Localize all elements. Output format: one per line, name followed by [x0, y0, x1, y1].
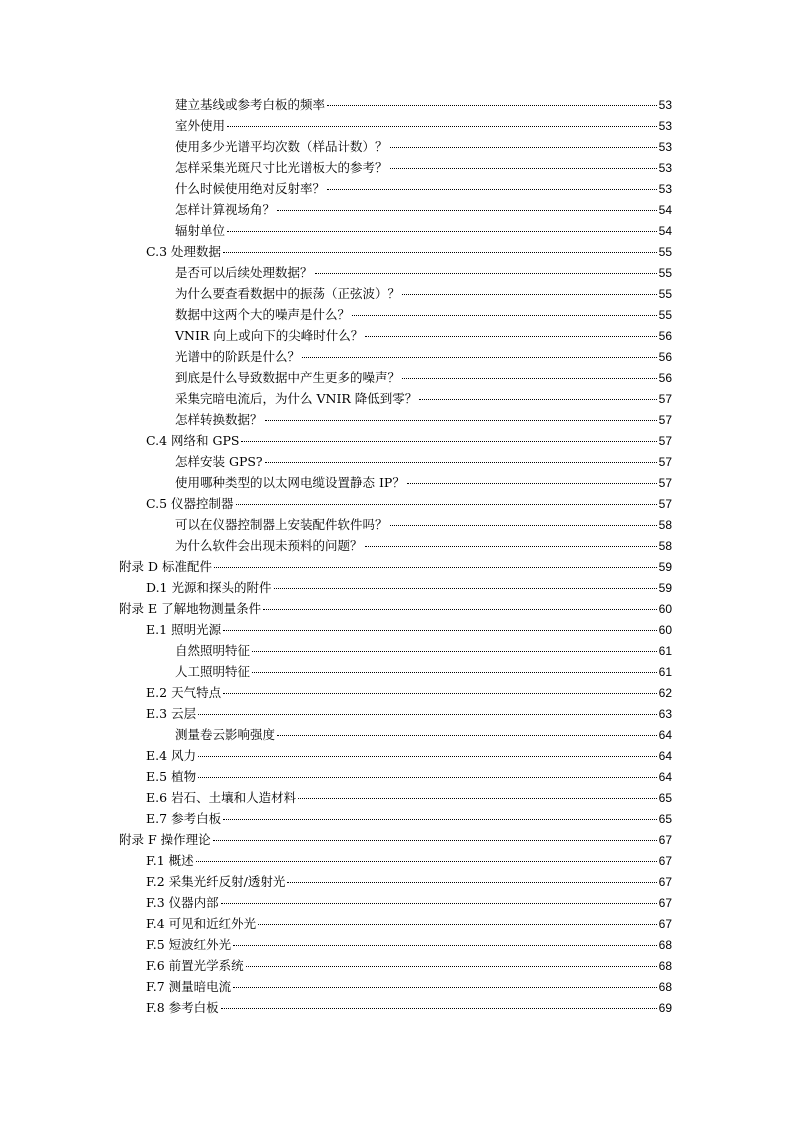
- toc-entry-title: 仪器控制器: [171, 496, 234, 511]
- toc-page-number: 59: [658, 581, 672, 595]
- toc-page-number: 61: [658, 665, 672, 679]
- toc-page-number: 56: [658, 329, 672, 343]
- toc-entry-row: [146, 976, 672, 998]
- toc-appendix-entry[interactable]: [0, 598, 793, 619]
- toc-entry-label: [175, 346, 300, 367]
- toc-page-number: 55: [658, 266, 672, 280]
- toc-entry-row: [146, 619, 672, 641]
- toc-entry-number: E.4: [146, 748, 168, 763]
- toc-page-number: 53: [658, 161, 672, 175]
- toc-dot-leader: [252, 650, 657, 652]
- toc-page-number: 64: [658, 728, 672, 742]
- toc-entry-label: [146, 976, 231, 997]
- toc-dot-leader: [252, 671, 657, 673]
- toc-subsection-entry[interactable]: [0, 325, 793, 346]
- toc-entry-number: F.3: [146, 895, 165, 910]
- toc-entry-label: [146, 241, 221, 262]
- toc-page-number: 69: [658, 1001, 672, 1015]
- toc-entry-label: [146, 913, 256, 934]
- toc-entry-title: 光源和探头的附件: [171, 580, 272, 595]
- toc-entry-title: 参考白板: [168, 1000, 219, 1015]
- toc-dot-leader: [298, 797, 657, 799]
- toc-dot-leader: [223, 629, 657, 631]
- toc-page-number: 63: [658, 707, 672, 721]
- toc-page-number: 67: [658, 875, 672, 889]
- toc-section-entry[interactable]: [0, 493, 793, 514]
- toc-page-number: 57: [658, 392, 672, 406]
- toc-entry-title: 仪器内部: [168, 895, 219, 910]
- toc-page-number: 60: [658, 623, 672, 637]
- toc-dot-leader: [407, 482, 657, 484]
- toc-subsection-entry[interactable]: [0, 262, 793, 283]
- toc-page-number: 65: [658, 812, 672, 826]
- toc-entry-label: [175, 472, 405, 493]
- toc-entry-number: F.4: [146, 916, 165, 931]
- toc-dot-leader: [315, 272, 657, 274]
- toc-section-entry[interactable]: [0, 682, 793, 703]
- toc-entry-label: [175, 514, 388, 535]
- toc-page-number: 68: [658, 938, 672, 952]
- toc-dot-leader: [327, 188, 657, 190]
- toc-entry-row: [175, 367, 672, 389]
- toc-entry-label: [146, 493, 234, 514]
- toc-entry-label: [175, 661, 250, 682]
- toc-entry-label: [146, 850, 194, 871]
- toc-entry-row: [175, 157, 672, 179]
- toc-entry-number: C.5: [146, 496, 168, 511]
- toc-page-number: 56: [658, 371, 672, 385]
- toc-subsection-entry[interactable]: [0, 346, 793, 367]
- toc-dot-leader: [419, 398, 656, 400]
- toc-subsection-entry[interactable]: [0, 535, 793, 556]
- toc-entry-label: [146, 808, 221, 829]
- toc-entry-row: [146, 241, 672, 263]
- toc-entry-title: 附录 E 了解地物测量条件: [119, 601, 262, 616]
- toc-entry-row: [175, 283, 672, 305]
- toc-entry-label: [175, 409, 263, 430]
- toc-dot-leader: [365, 335, 656, 337]
- toc-page-number: 67: [658, 833, 672, 847]
- toc-entry-row: [175, 94, 672, 116]
- toc-entry-number: F.6: [146, 958, 165, 973]
- toc-dot-leader: [233, 944, 656, 946]
- toc-entry-row: [146, 871, 672, 893]
- toc-subsection-entry[interactable]: [0, 283, 793, 304]
- toc-dot-leader: [214, 566, 657, 568]
- toc-dot-leader: [352, 314, 657, 316]
- toc-section-entry[interactable]: [0, 430, 793, 451]
- toc-entry-label: [175, 199, 275, 220]
- toc-entry-title: 为什么要查看数据中的振荡（正弦波）？: [175, 286, 401, 301]
- toc-entry-title: VNIR 向上或向下的尖峰时什么？: [175, 328, 364, 343]
- toc-appendix-entry[interactable]: [0, 556, 793, 577]
- toc-entry-title: 数据中这两个大的噪声是什么？: [175, 307, 351, 322]
- toc-page-number: 58: [658, 539, 672, 553]
- toc-entry-row: [119, 829, 672, 851]
- toc-entry-row: [146, 430, 672, 452]
- toc-entry-title: 辐射单位: [175, 223, 226, 238]
- toc-entry-label: [119, 829, 211, 850]
- toc-entry-title: 云层: [171, 706, 197, 721]
- toc-entry-row: [175, 640, 672, 662]
- toc-subsection-entry[interactable]: [0, 115, 793, 136]
- toc-entry-title: 参考白板: [171, 811, 222, 826]
- toc-entry-title: 测量卷云影响强度: [175, 727, 276, 742]
- toc-page-number: 62: [658, 686, 672, 700]
- toc-entry-row: [175, 409, 672, 431]
- toc-dot-leader: [274, 587, 657, 589]
- toc-entry-title: 怎样采集光斑尺寸比光谱板大的参考？: [175, 160, 388, 175]
- toc-entry-title: 风力: [171, 748, 197, 763]
- toc-entry-number: E.5: [146, 769, 168, 784]
- toc-page-number: 65: [658, 791, 672, 805]
- toc-entry-title: 采集光纤反射/透射光: [168, 874, 286, 889]
- toc-entry-label: [175, 724, 275, 745]
- toc-dot-leader: [223, 818, 657, 820]
- toc-entry-label: [146, 997, 219, 1018]
- toc-entry-label: [175, 535, 363, 556]
- toc-entry-title: 是否可以后续处理数据？: [175, 265, 313, 280]
- toc-entry-row: [146, 850, 672, 872]
- toc-entry-label: [175, 283, 400, 304]
- toc-dot-leader: [246, 965, 657, 967]
- toc-entry-number: F.5: [146, 937, 165, 952]
- toc-entry-row: [175, 199, 672, 221]
- toc-entry-label: [146, 955, 244, 976]
- table-of-contents: [0, 94, 793, 1018]
- toc-dot-leader: [213, 839, 657, 841]
- toc-entry-title: 可以在仪器控制器上安装配件软件吗？: [175, 517, 388, 532]
- toc-entry-label: [175, 94, 325, 115]
- toc-section-entry[interactable]: [0, 934, 793, 955]
- toc-section-entry[interactable]: [0, 577, 793, 598]
- toc-entry-row: [175, 115, 672, 137]
- toc-dot-leader: [390, 146, 657, 148]
- toc-entry-title: 照明光源: [171, 622, 222, 637]
- toc-entry-label: [146, 430, 239, 451]
- toc-entry-title: 短波红外光: [168, 937, 232, 952]
- toc-entry-title: 附录 D 标准配件: [119, 559, 212, 574]
- toc-entry-number: F.7: [146, 979, 165, 994]
- toc-page-number: 57: [658, 476, 672, 490]
- toc-entry-row: [175, 724, 672, 746]
- toc-page-number: 57: [658, 497, 672, 511]
- toc-page-number: 54: [658, 203, 672, 217]
- toc-dot-leader: [198, 713, 657, 715]
- toc-section-entry[interactable]: [0, 976, 793, 997]
- toc-entry-row: [175, 472, 672, 494]
- toc-dot-leader: [390, 167, 657, 169]
- toc-section-entry[interactable]: [0, 745, 793, 766]
- toc-entry-label: [175, 115, 225, 136]
- toc-page-number: 67: [658, 896, 672, 910]
- toc-section-entry[interactable]: [0, 892, 793, 913]
- toc-dot-leader: [402, 377, 657, 379]
- toc-entry-title: 怎样计算视场角？: [175, 202, 276, 217]
- toc-dot-leader: [221, 902, 657, 904]
- toc-dot-leader: [227, 230, 657, 232]
- toc-entry-title: 网络和 GPS: [171, 433, 240, 448]
- toc-entry-row: [146, 682, 672, 704]
- toc-section-entry[interactable]: [0, 871, 793, 892]
- toc-dot-leader: [241, 440, 656, 442]
- toc-page-number: 53: [658, 98, 672, 112]
- toc-entry-number: E.6: [146, 790, 168, 805]
- toc-entry-label: [175, 136, 388, 157]
- toc-section-entry[interactable]: [0, 766, 793, 787]
- toc-entry-number: F.2: [146, 874, 165, 889]
- toc-entry-title: 怎样转换数据？: [175, 412, 263, 427]
- toc-entry-title: 怎样安装 GPS?: [175, 454, 263, 469]
- toc-page-number: 67: [658, 917, 672, 931]
- toc-section-entry[interactable]: [0, 241, 793, 262]
- toc-entry-title: 什么时候使用绝对反射率？: [175, 181, 326, 196]
- toc-subsection-entry[interactable]: [0, 220, 793, 241]
- toc-entry-row: [146, 955, 672, 977]
- toc-dot-leader: [265, 461, 657, 463]
- toc-page-number: 64: [658, 749, 672, 763]
- toc-entry-row: [146, 934, 672, 956]
- toc-entry-row: [146, 997, 672, 1019]
- toc-dot-leader: [227, 125, 657, 127]
- toc-entry-title: 处理数据: [171, 244, 222, 259]
- toc-entry-number: F.8: [146, 1000, 165, 1015]
- toc-page-number: 53: [658, 140, 672, 154]
- toc-dot-leader: [402, 293, 657, 295]
- toc-entry-label: [119, 556, 212, 577]
- toc-entry-row: [175, 220, 672, 242]
- toc-page-number: 59: [658, 560, 672, 574]
- toc-subsection-entry[interactable]: [0, 136, 793, 157]
- toc-entry-row: [175, 535, 672, 557]
- toc-entry-label: [175, 178, 325, 199]
- toc-entry-title: 使用多少光谱平均次数（样品计数）？: [175, 139, 388, 154]
- toc-entry-title: 室外使用: [175, 118, 226, 133]
- toc-entry-row: [146, 745, 672, 767]
- toc-entry-title: 光谱中的阶跃是什么？: [175, 349, 301, 364]
- toc-entry-label: [146, 766, 196, 787]
- toc-entry-title: 测量暗电流: [168, 979, 232, 994]
- toc-entry-title: 自然照明特征: [175, 643, 251, 658]
- toc-entry-row: [175, 178, 672, 200]
- toc-page-number: 60: [658, 602, 672, 616]
- toc-section-entry[interactable]: [0, 619, 793, 640]
- toc-entry-label: [146, 619, 221, 640]
- toc-subsection-entry[interactable]: [0, 451, 793, 472]
- toc-entry-row: [146, 577, 672, 599]
- toc-page-number: 56: [658, 350, 672, 364]
- toc-entry-label: [175, 220, 225, 241]
- toc-entry-row: [175, 346, 672, 368]
- toc-entry-label: [146, 682, 221, 703]
- toc-entry-number: F.1: [146, 853, 165, 868]
- toc-entry-number: E.3: [146, 706, 168, 721]
- toc-subsection-entry[interactable]: [0, 94, 793, 115]
- toc-entry-label: [146, 934, 231, 955]
- toc-page-number: 53: [658, 119, 672, 133]
- toc-dot-leader: [327, 104, 657, 106]
- toc-page-number: 53: [658, 182, 672, 196]
- toc-entry-title: 天气特点: [171, 685, 222, 700]
- toc-subsection-entry[interactable]: [0, 640, 793, 661]
- toc-entry-title: 可见和近红外光: [168, 916, 257, 931]
- toc-entry-title: 前置光学系统: [168, 958, 244, 973]
- toc-subsection-entry[interactable]: [0, 661, 793, 682]
- toc-page-number: 57: [658, 434, 672, 448]
- toc-entry-row: [175, 304, 672, 326]
- toc-entry-label: [175, 388, 417, 409]
- toc-entry-row: [175, 325, 672, 347]
- toc-page-number: 58: [658, 518, 672, 532]
- toc-page-number: 54: [658, 224, 672, 238]
- toc-entry-row: [146, 892, 672, 914]
- toc-entry-row: [175, 661, 672, 683]
- toc-dot-leader: [365, 545, 657, 547]
- toc-page-number: 64: [658, 770, 672, 784]
- toc-entry-number: E.7: [146, 811, 168, 826]
- toc-section-entry[interactable]: [0, 913, 793, 934]
- toc-entry-title: 附录 F 操作理论: [119, 832, 211, 847]
- toc-page-number: 57: [658, 413, 672, 427]
- toc-entry-row: [175, 514, 672, 536]
- toc-subsection-entry[interactable]: [0, 472, 793, 493]
- toc-dot-leader: [233, 986, 656, 988]
- toc-page-number: 68: [658, 959, 672, 973]
- toc-subsection-entry[interactable]: [0, 409, 793, 430]
- toc-dot-leader: [277, 209, 657, 211]
- toc-entry-row: [175, 136, 672, 158]
- toc-entry-label: [146, 892, 219, 913]
- toc-page-number: 67: [658, 854, 672, 868]
- toc-dot-leader: [277, 734, 657, 736]
- toc-entry-title: 为什么软件会出现未预料的问题？: [175, 538, 363, 553]
- toc-entry-title: 人工照明特征: [175, 664, 251, 679]
- toc-entry-label: [146, 871, 285, 892]
- toc-entry-number: E.1: [146, 622, 168, 637]
- toc-entry-label: [146, 787, 296, 808]
- toc-entry-title: 到底是什么导致数据中产生更多的噪声？: [175, 370, 401, 385]
- toc-dot-leader: [287, 881, 656, 883]
- toc-subsection-entry[interactable]: [0, 367, 793, 388]
- toc-dot-leader: [196, 860, 657, 862]
- toc-entry-label: [146, 577, 272, 598]
- toc-entry-title: 岩石、土壤和人造材料: [171, 790, 297, 805]
- toc-page-number: 57: [658, 455, 672, 469]
- toc-subsection-entry[interactable]: [0, 388, 793, 409]
- toc-page-number: 55: [658, 287, 672, 301]
- toc-entry-title: 使用哪种类型的以太网电缆设置静态 IP？: [175, 475, 405, 490]
- toc-entry-label: [175, 262, 313, 283]
- toc-entry-title: 概述: [168, 853, 194, 868]
- toc-entry-number: C.3: [146, 244, 168, 259]
- toc-dot-leader: [223, 251, 657, 253]
- toc-section-entry[interactable]: [0, 808, 793, 829]
- toc-entry-label: [175, 304, 350, 325]
- toc-page-number: 68: [658, 980, 672, 994]
- toc-subsection-entry[interactable]: [0, 199, 793, 220]
- toc-entry-row: [146, 766, 672, 788]
- toc-section-entry[interactable]: [0, 787, 793, 808]
- toc-entry-number: E.2: [146, 685, 168, 700]
- toc-entry-label: [175, 157, 388, 178]
- toc-section-entry[interactable]: [0, 997, 793, 1018]
- toc-dot-leader: [236, 503, 657, 505]
- toc-entry-row: [146, 787, 672, 809]
- toc-subsection-entry[interactable]: [0, 514, 793, 535]
- toc-entry-label: [146, 703, 196, 724]
- toc-dot-leader: [223, 692, 657, 694]
- toc-entry-title: 植物: [171, 769, 197, 784]
- toc-entry-label: [175, 640, 250, 661]
- toc-entry-row: [146, 493, 672, 515]
- toc-dot-leader: [390, 524, 657, 526]
- toc-page-number: 55: [658, 245, 672, 259]
- toc-subsection-entry[interactable]: [0, 724, 793, 745]
- toc-subsection-entry[interactable]: [0, 157, 793, 178]
- toc-entry-row: [146, 703, 672, 725]
- toc-entry-label: [175, 451, 263, 472]
- toc-dot-leader: [265, 419, 657, 421]
- toc-section-entry[interactable]: [0, 850, 793, 871]
- toc-entry-title: 建立基线或参考白板的频率: [175, 97, 326, 112]
- toc-section-entry[interactable]: [0, 955, 793, 976]
- toc-entry-row: [119, 556, 672, 578]
- toc-entry-label: [175, 367, 400, 388]
- toc-subsection-entry[interactable]: [0, 178, 793, 199]
- toc-entry-label: [146, 745, 196, 766]
- toc-page-number: 61: [658, 644, 672, 658]
- toc-entry-row: [175, 451, 672, 473]
- toc-entry-number: C.4: [146, 433, 168, 448]
- toc-dot-leader: [221, 1007, 657, 1009]
- toc-dot-leader: [198, 755, 657, 757]
- toc-dot-leader: [258, 923, 656, 925]
- toc-entry-label: [175, 325, 363, 346]
- toc-dot-leader: [198, 776, 657, 778]
- toc-entry-row: [175, 262, 672, 284]
- toc-appendix-entry[interactable]: [0, 829, 793, 850]
- toc-entry-row: [119, 598, 672, 620]
- toc-subsection-entry[interactable]: [0, 304, 793, 325]
- toc-page-number: 55: [658, 308, 672, 322]
- toc-entry-label: [119, 598, 261, 619]
- toc-entry-row: [146, 913, 672, 935]
- toc-dot-leader: [263, 608, 657, 610]
- toc-section-entry[interactable]: [0, 703, 793, 724]
- toc-entry-row: [146, 808, 672, 830]
- toc-dot-leader: [302, 356, 657, 358]
- toc-entry-number: D.1: [146, 580, 168, 595]
- toc-entry-title: 采集完暗电流后，为什么 VNIR 降低到零？: [175, 391, 418, 406]
- toc-entry-row: [175, 388, 672, 410]
